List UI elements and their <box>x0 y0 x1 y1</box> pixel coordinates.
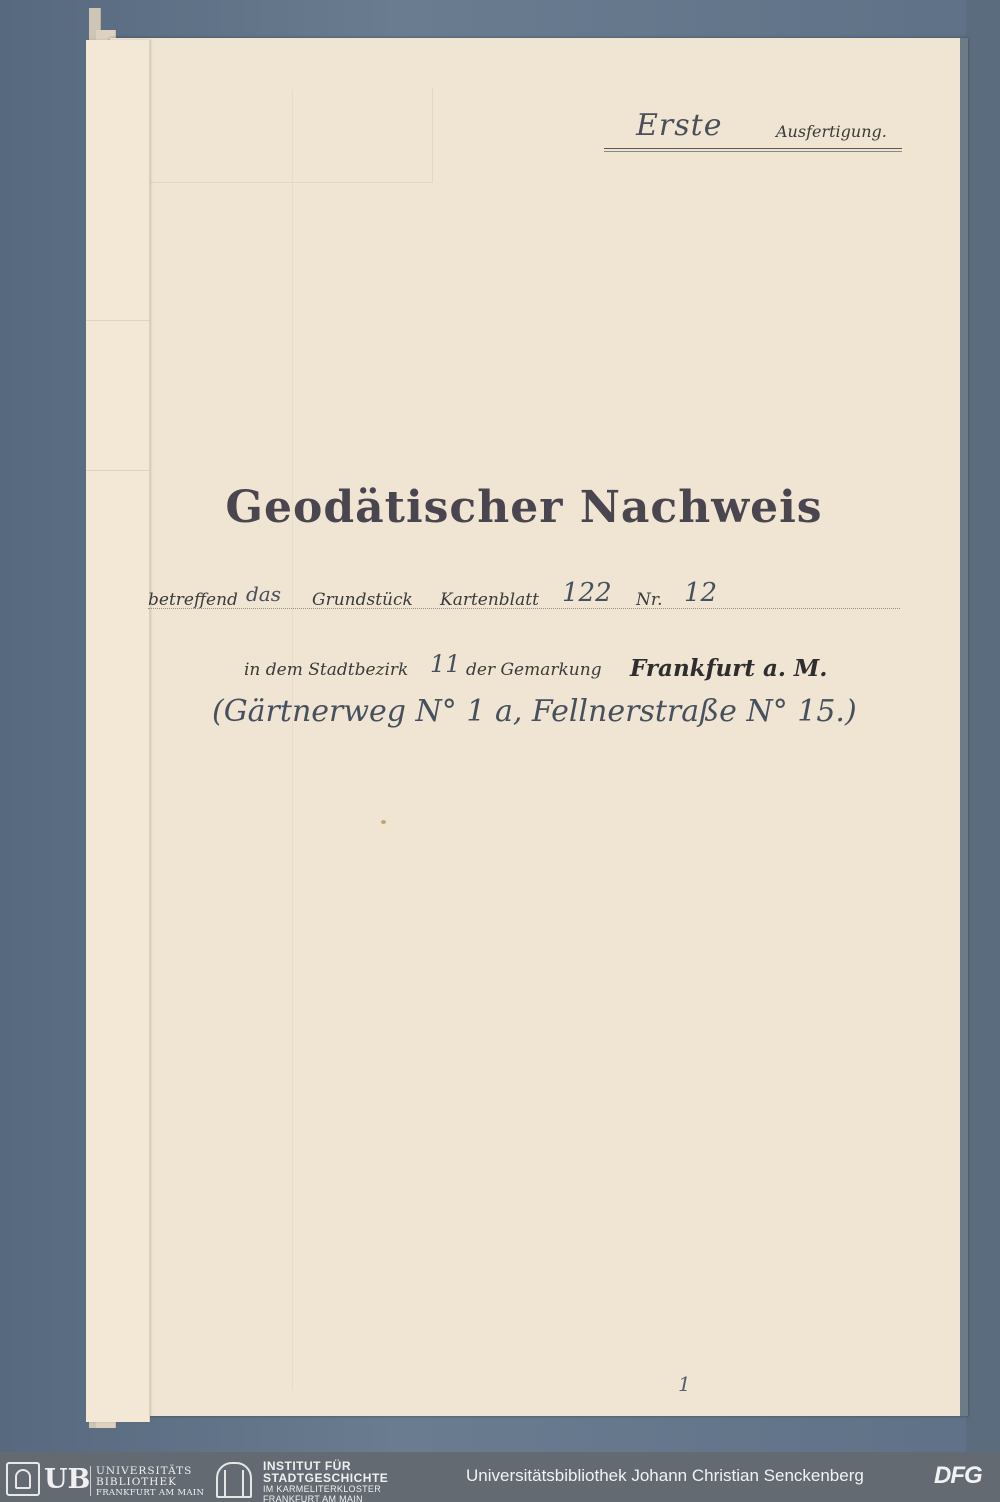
line2-city: Frankfurt a. M. <box>630 655 828 682</box>
line2-bezirk-number: 11 <box>430 650 461 678</box>
isg-line4: FRANKFURT AM MAIN <box>263 1494 363 1502</box>
copy-handwritten: Erste <box>636 108 723 143</box>
footer-library-name: Universitätsbibliothek Johann Christian Senckenberg <box>466 1466 864 1485</box>
document-title: Geodätischer Nachweis <box>225 482 823 533</box>
line1-article: das <box>246 582 281 606</box>
bleed-through-line <box>292 90 293 1390</box>
ub-logo-separator <box>90 1466 91 1496</box>
ub-logo-text <box>96 1466 204 1499</box>
isg-logo-text <box>263 1460 388 1502</box>
isg-line3: IM KARMELITERKLOSTER <box>263 1484 382 1494</box>
stub-fold <box>86 470 150 471</box>
ub-line1: UNIVERSITÄTS <box>96 1465 193 1477</box>
copy-underline <box>604 148 902 149</box>
line1-nr: Nr. <box>636 590 663 610</box>
isg-line1: INSTITUT FÜR <box>263 1459 351 1473</box>
bleed-through-box <box>148 88 433 183</box>
line1-prefix: betreffend <box>148 590 238 610</box>
ub-logo-figure-icon <box>15 1469 31 1489</box>
ub-logo-letters: UB <box>44 1464 91 1495</box>
binding-stub <box>86 40 150 1422</box>
page-number: 1 <box>678 1372 691 1396</box>
line3-address: (Gärtnerweg N° 1 a, Fellnerstraße N° 15.) <box>212 694 857 729</box>
page-edge-shadow <box>960 38 968 1416</box>
line2-middle: der Gemarkung <box>466 660 602 680</box>
ub-line2: BIBLIOTHEK <box>96 1476 177 1488</box>
isg-logo-arch-icon <box>224 1470 244 1498</box>
line2-prefix: in dem Stadtbezirk <box>244 660 409 680</box>
copy-underline <box>604 151 902 152</box>
isg-line2: STADTGESCHICHTE <box>263 1471 389 1485</box>
line1-rule <box>148 608 900 609</box>
copy-label: Ausfertigung. <box>776 122 887 141</box>
line1-blatt-number: 122 <box>562 578 612 608</box>
scan-background-right <box>966 0 1000 1452</box>
ub-line3: FRANKFURT AM MAIN <box>96 1488 205 1498</box>
dfg-logo: DFG <box>934 1462 982 1489</box>
paper-spot <box>381 820 386 824</box>
line1-kartenblatt: Kartenblatt <box>440 590 539 610</box>
line1-grundstueck: Grundstück <box>312 590 413 610</box>
stub-fold <box>86 320 150 321</box>
line1-nr-number: 12 <box>684 578 718 608</box>
